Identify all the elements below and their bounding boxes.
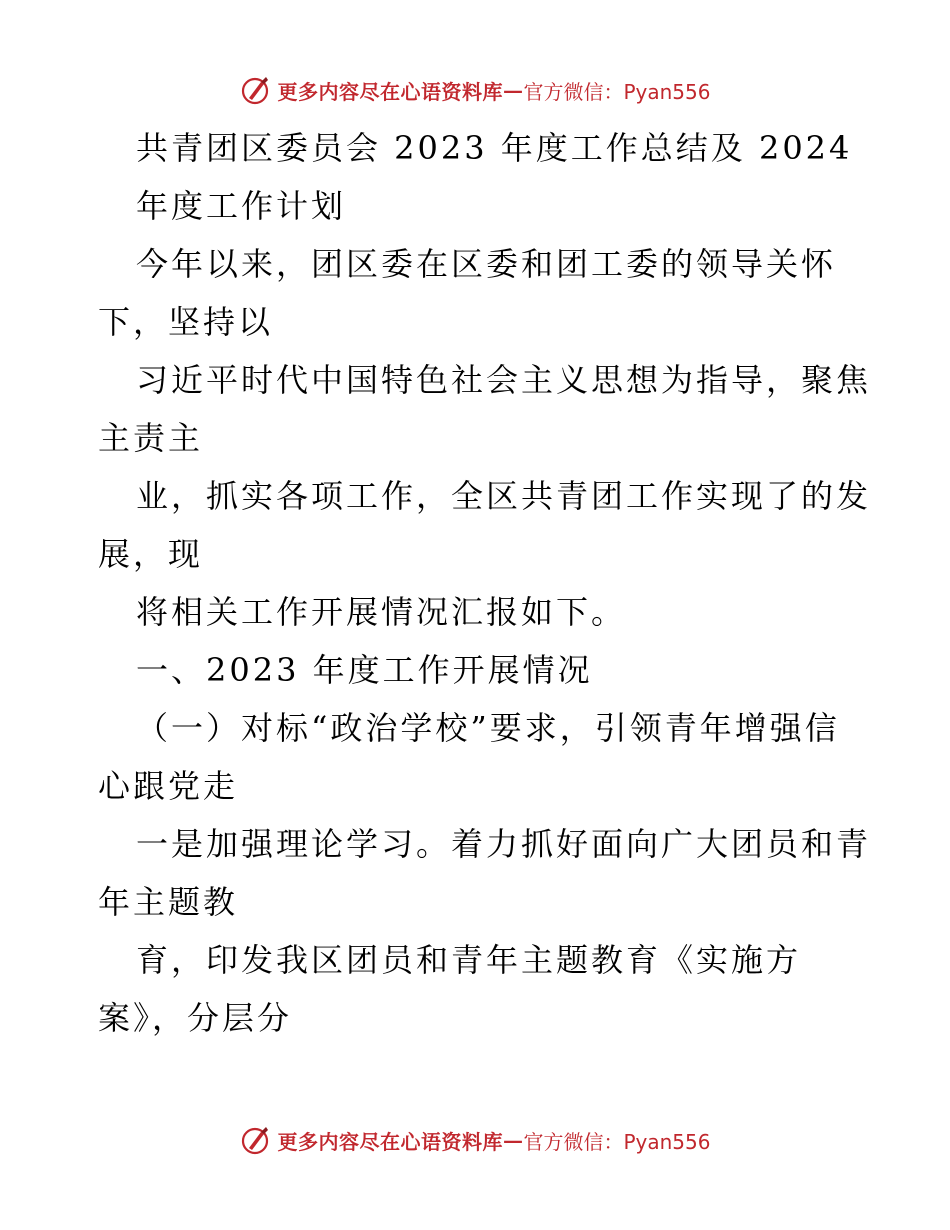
site-watermark-text: 更多内容尽在心语资料库: [277, 79, 503, 104]
document-title-line-1: 共青团区委员会 2023 年度工作总结及 2024: [136, 129, 853, 167]
paragraph-line: 今年以来，团区委在区委和团工委的领导关怀: [136, 245, 837, 283]
quill-pen-logo-icon: [239, 1124, 271, 1156]
paragraph-line: 展，现: [98, 535, 204, 573]
paragraph-line: 将相关工作开展情况汇报如下。: [136, 593, 627, 631]
banner-dash: —: [502, 78, 524, 102]
banner-dash: —: [502, 1128, 524, 1152]
quill-pen-logo-icon: [239, 74, 271, 106]
paragraph-line: 主责主: [98, 419, 204, 457]
paragraph-line: 案》，分层分: [98, 999, 293, 1037]
paragraph-line: 习近平时代中国特色社会主义思想为指导，聚焦: [136, 361, 872, 399]
site-watermark-text: 更多内容尽在心语资料库: [277, 1129, 503, 1154]
paragraph-line: 年主题教: [98, 883, 239, 921]
subsection-heading: （一）对标“政治学校”要求，引领青年增强信: [136, 709, 840, 747]
paragraph-line: 一是加强理论学习。着力抓好面向广大团员和青: [136, 825, 872, 863]
paragraph-line: 育，印发我区团员和青年主题教育《实施方: [136, 941, 802, 979]
paragraph-line: 业，抓实各项工作，全区共青团工作实现了的发: [136, 477, 872, 515]
wechat-contact-text: 官方微信：Pyan556: [523, 79, 711, 104]
subsection-heading-cont: 心跟党走: [98, 767, 239, 805]
document-title-line-2: 年度工作计划: [136, 187, 347, 225]
header-watermark-banner: [0, 70, 950, 110]
wechat-contact-text: 官方微信：Pyan556: [523, 1129, 711, 1154]
section-heading: 一、2023 年度工作开展情况: [136, 651, 593, 689]
paragraph-line: 下，坚持以: [98, 303, 274, 341]
footer-watermark-banner: [0, 1120, 950, 1160]
